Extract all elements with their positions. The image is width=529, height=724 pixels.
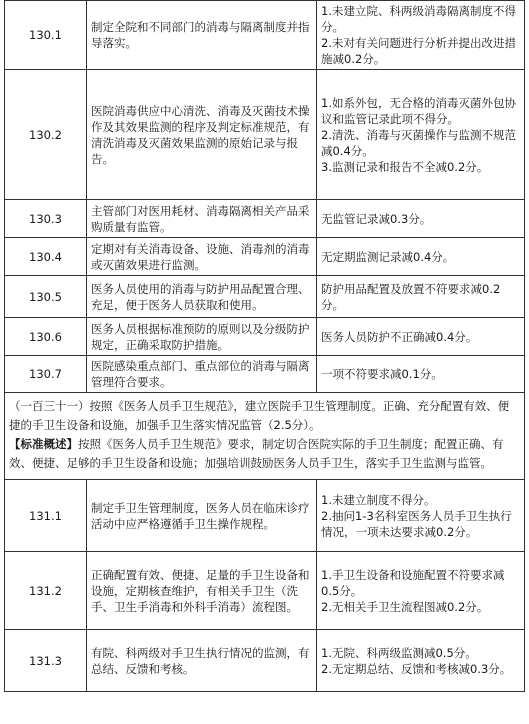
item-scoring: 一项不符要求减0.1分。 <box>317 356 525 393</box>
item-requirement: 医务人员根据标准预防的原则以及分级防护规定，正确采取防护措施。 <box>87 318 317 356</box>
item-requirement: 医院感染重点部门、重点部位的消毒与隔离管理符合要求。 <box>87 356 317 393</box>
item-requirement: 医院消毒供应中心清洗、消毒及灭菌技术操作及其效果监测的程序及判定标准规范，有清洗消毒及灭菌效果监测的原始记录与报告。 <box>87 70 317 200</box>
item-number: 131.1 <box>5 480 87 552</box>
table-row <box>5 552 525 630</box>
item-scoring: 1.未建立院、科两级消毒隔离制度不得分。 2.未对有关问题进行分析并提出改进措施减0.2分。 <box>317 1 525 70</box>
table-row <box>5 276 525 318</box>
item-requirement: 医务人员使用的消毒与防护用品配置合理、充足，便于医务人员获取和使用。 <box>87 276 317 318</box>
item-number: 130.3 <box>5 200 87 238</box>
item-requirement: 有院、科两级对手卫生执行情况的监测，有总结、反馈和考核。 <box>87 630 317 692</box>
item-number: 130.2 <box>5 70 87 200</box>
item-number: 130.1 <box>5 1 87 70</box>
item-scoring: 1.如系外包，无合格的消毒灭菌外包协议和监管记录此项不得分。 2.清洗、消毒与灭菌操作与监测不规范减0.4分。 3.监测记录和报告不全减0.2分。 <box>317 70 525 200</box>
standards-table-131 <box>4 479 525 692</box>
table-row <box>5 238 525 276</box>
standard-heading: （一百三十一）按照《医务人员手卫生规范》，建立医院手卫生管理制度。正确、充分配置有效、便捷的手卫生设备和设施，加强手卫生落实情况监管（2.5分）。 <box>9 399 510 432</box>
standard-131-section <box>4 393 525 479</box>
overview-label: 【标准概述】 <box>9 437 78 451</box>
table-row <box>5 200 525 238</box>
table-row <box>5 480 525 552</box>
table-row <box>5 1 525 70</box>
item-requirement: 制定手卫生管理制度，医务人员在临床诊疗活动中应严格遵循手卫生操作规程。 <box>87 480 317 552</box>
item-number: 130.4 <box>5 238 87 276</box>
standards-table-130 <box>4 0 525 393</box>
overview-text: 按照《医务人员手卫生规范》要求，制定切合医院实际的手卫生制度；配置正确、有效、便捷、足够的手卫生设备和设施；加强培训鼓励医务人员手卫生，落实手卫生监测与监管。 <box>9 437 504 470</box>
item-requirement: 制定全院和不同部门的消毒与隔离制度并指导落实。 <box>87 1 317 70</box>
item-number: 130.7 <box>5 356 87 393</box>
item-number: 130.5 <box>5 276 87 318</box>
item-requirement: 正确配置有效、便捷、足量的手卫生设备和设施，定期核查维护，有相关手卫生（洗手、卫生手消毒和外科手消毒）流程图。 <box>87 552 317 630</box>
item-scoring: 无监管记录减0.3分。 <box>317 200 525 238</box>
item-scoring: 1.手卫生设备和设施配置不符要求减0.5分。 2.无相关手卫生流程图减0.2分。 <box>317 552 525 630</box>
item-scoring: 1.无院、科两级监测减0.5分。 2.无定期总结、反馈和考核减0.3分。 <box>317 630 525 692</box>
item-scoring: 医务人员防护不正确减0.4分。 <box>317 318 525 356</box>
item-scoring: 1.未建立制度不得分。 2.抽问1-3名科室医务人员手卫生执行情况，一项未达要求减0.2分。 <box>317 480 525 552</box>
item-number: 130.6 <box>5 318 87 356</box>
item-scoring: 防护用品配置及放置不符要求减0.2分。 <box>317 276 525 318</box>
standard-overview <box>9 435 520 473</box>
table-row <box>5 630 525 692</box>
item-scoring: 无定期监测记录减0.4分。 <box>317 238 525 276</box>
table-row <box>5 70 525 200</box>
table-row <box>5 318 525 356</box>
item-number: 131.2 <box>5 552 87 630</box>
item-number: 131.3 <box>5 630 87 692</box>
table-row <box>5 356 525 393</box>
item-requirement: 定期对有关消毒设备、设施、消毒剂的消毒或灭菌效果进行监测。 <box>87 238 317 276</box>
item-requirement: 主管部门对医用耗材、消毒隔离相关产品采购质量有监管。 <box>87 200 317 238</box>
